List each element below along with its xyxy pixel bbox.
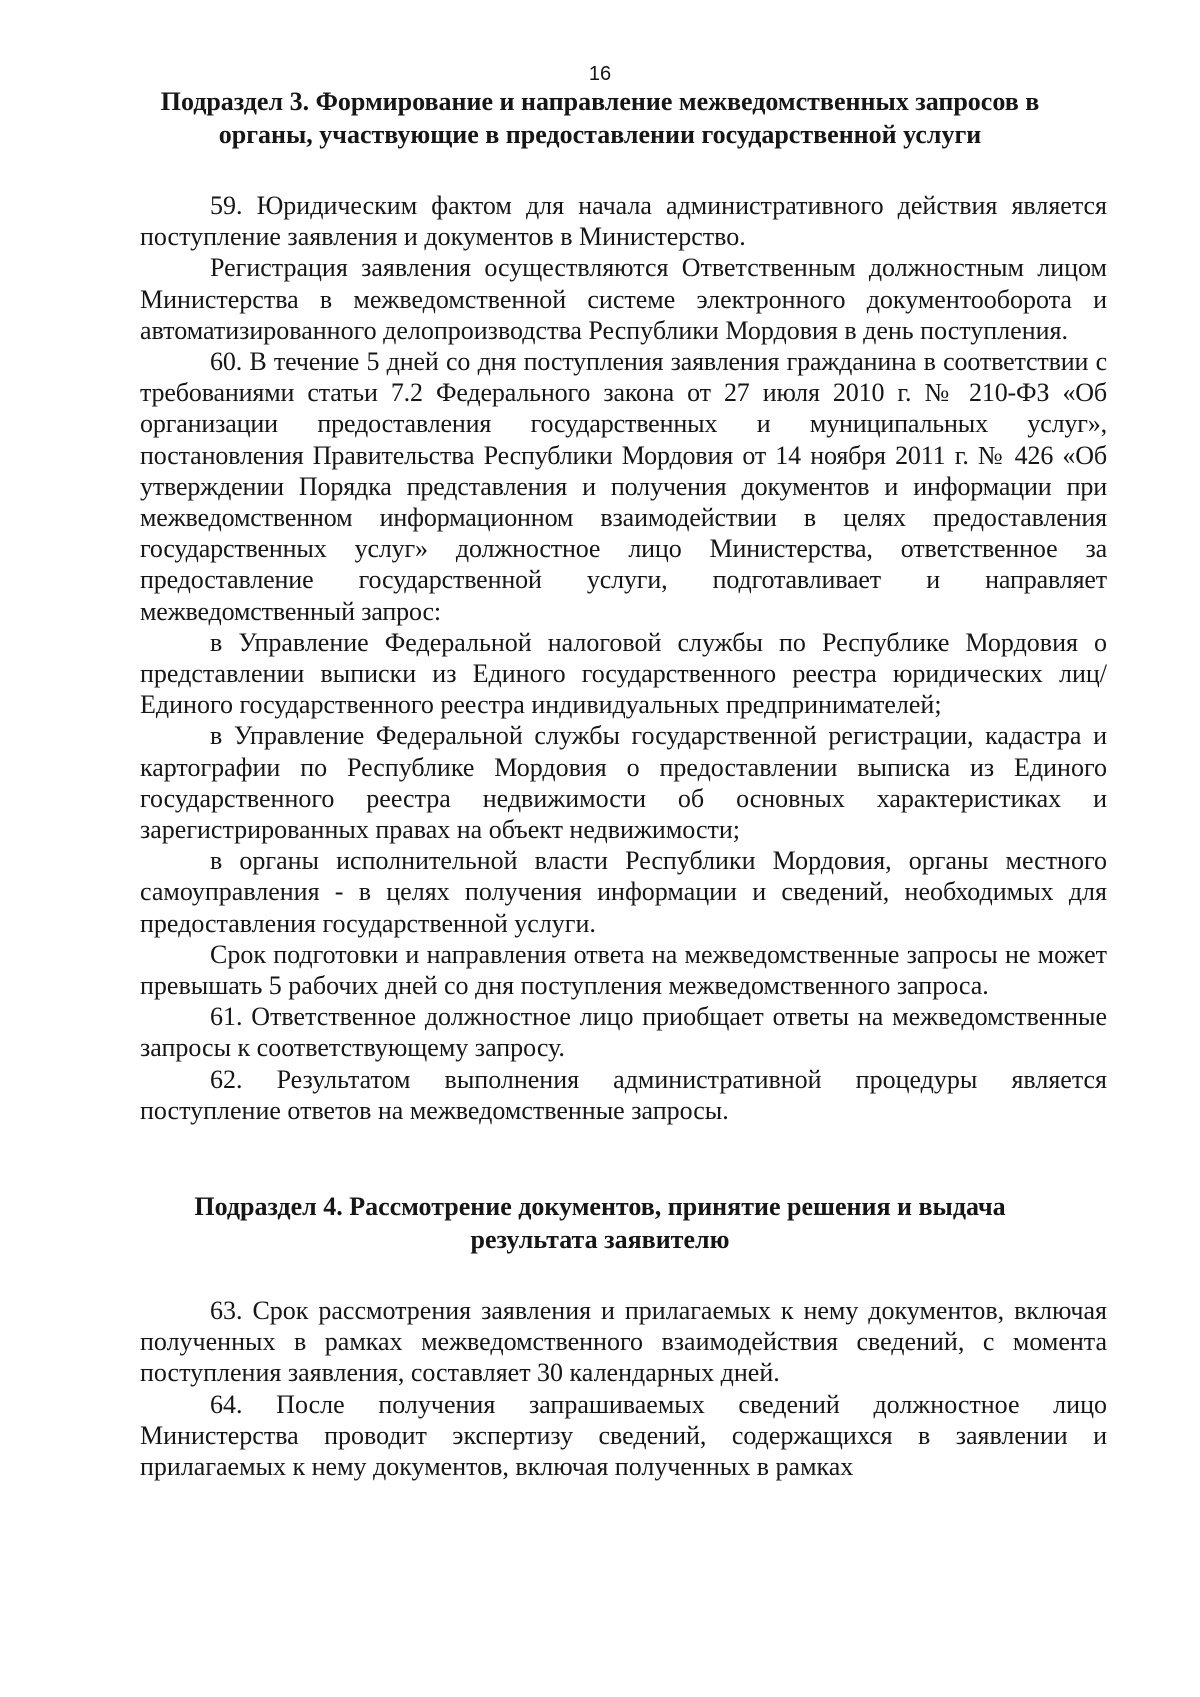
paragraph-64: 64. После получения запрашиваемых сведений должностное лицо Министерства проводит экспертизу сведений, содержащихся в заявлении и прилагаемых к нему документов, включая полученных в рамках	[140, 1389, 1107, 1482]
subsection-3-body	[140, 190, 1107, 1126]
paragraph-rosreestr-request: в Управление Федеральной службы государственной регистрации, кадастра и картографии по Республике Мордовия о предоставлении выписка из Единого государственного реестра недвижимости об основных характеристиках и зарегистрированных правах на объект недвижимости;	[140, 721, 1107, 845]
paragraph-tax-service-request: в Управление Федеральной налоговой службы по Республике Мордовия о представлении выписки из Единого государственного реестра юридических лиц/Единого государственного реестра индивидуальных предпринимателей;	[140, 627, 1107, 720]
subsection-3-title-line-1: Подраздел 3. Формирование и направление межведомственных запросов в	[160, 87, 1040, 116]
paragraph-60: 60. В течение 5 дней со дня поступления заявления гражданина в соответствии с требованиями статьи 7.2 Федерального закона от 27 июля 2010 г. № 210-ФЗ «Об организации предоставления государственных и муниципальных услуг», постановления Правительства Республики Мордовия от 14 ноября 2011 г. № 426 «Об утверждении Порядка представления и получения документов и информации при межведомственном информационном взаимодействии в целях предоставления государственных услуг» должностное лицо Министерства, ответственное за предоставление государственной услуги, подготавливает и направляет межведомственный запрос:	[140, 347, 1107, 626]
page-number: 16	[588, 63, 612, 85]
subsection-3-title	[120, 85, 1080, 151]
subsection-4-body	[140, 1295, 1107, 1482]
paragraph-61: 61. Ответственное должностное лицо приобщает ответы на межведомственные запросы к соответствующему запросу.	[140, 1002, 1107, 1063]
paragraph-59: 59. Юридическим фактом для начала административного действия является поступление заявления и документов в Министерство.	[140, 191, 1107, 252]
subsection-4-title-line-2: результата заявителю	[470, 1225, 730, 1254]
paragraph-authorities-request: в органы исполнительной власти Республики Мордовия, органы местного самоуправления - в целях получения информации и сведений, необходимых для предоставления государственной услуги.	[140, 846, 1107, 938]
paragraph-63: 63. Срок рассмотрения заявления и прилагаемых к нему документов, включая полученных в рамках межведомственного взаимодействия сведений, с момента поступления заявления, составляет 30 календарных дней.	[140, 1296, 1107, 1388]
subsection-3-title-line-2: органы, участвующие в предоставлении государственной услуги	[218, 120, 982, 149]
paragraph-registration: Регистрация заявления осуществляются Ответственным должностным лицом Министерства в межведомственной системе электронного документооборота и автоматизированного делопроизводства Республики Мордовия в день поступления.	[140, 253, 1107, 345]
subsection-4-title	[120, 1190, 1080, 1256]
paragraph-62: 62. Результатом выполнения административной процедуры является поступление ответов на межведомственные запросы.	[140, 1064, 1107, 1125]
subsection-4-title-line-1: Подраздел 4. Рассмотрение документов, принятие решения и выдача	[194, 1192, 1006, 1221]
paragraph-response-deadline: Срок подготовки и направления ответа на межведомственные запросы не может превышать 5 рабочих дней со дня поступления межведомственного запроса.	[140, 939, 1107, 1001]
